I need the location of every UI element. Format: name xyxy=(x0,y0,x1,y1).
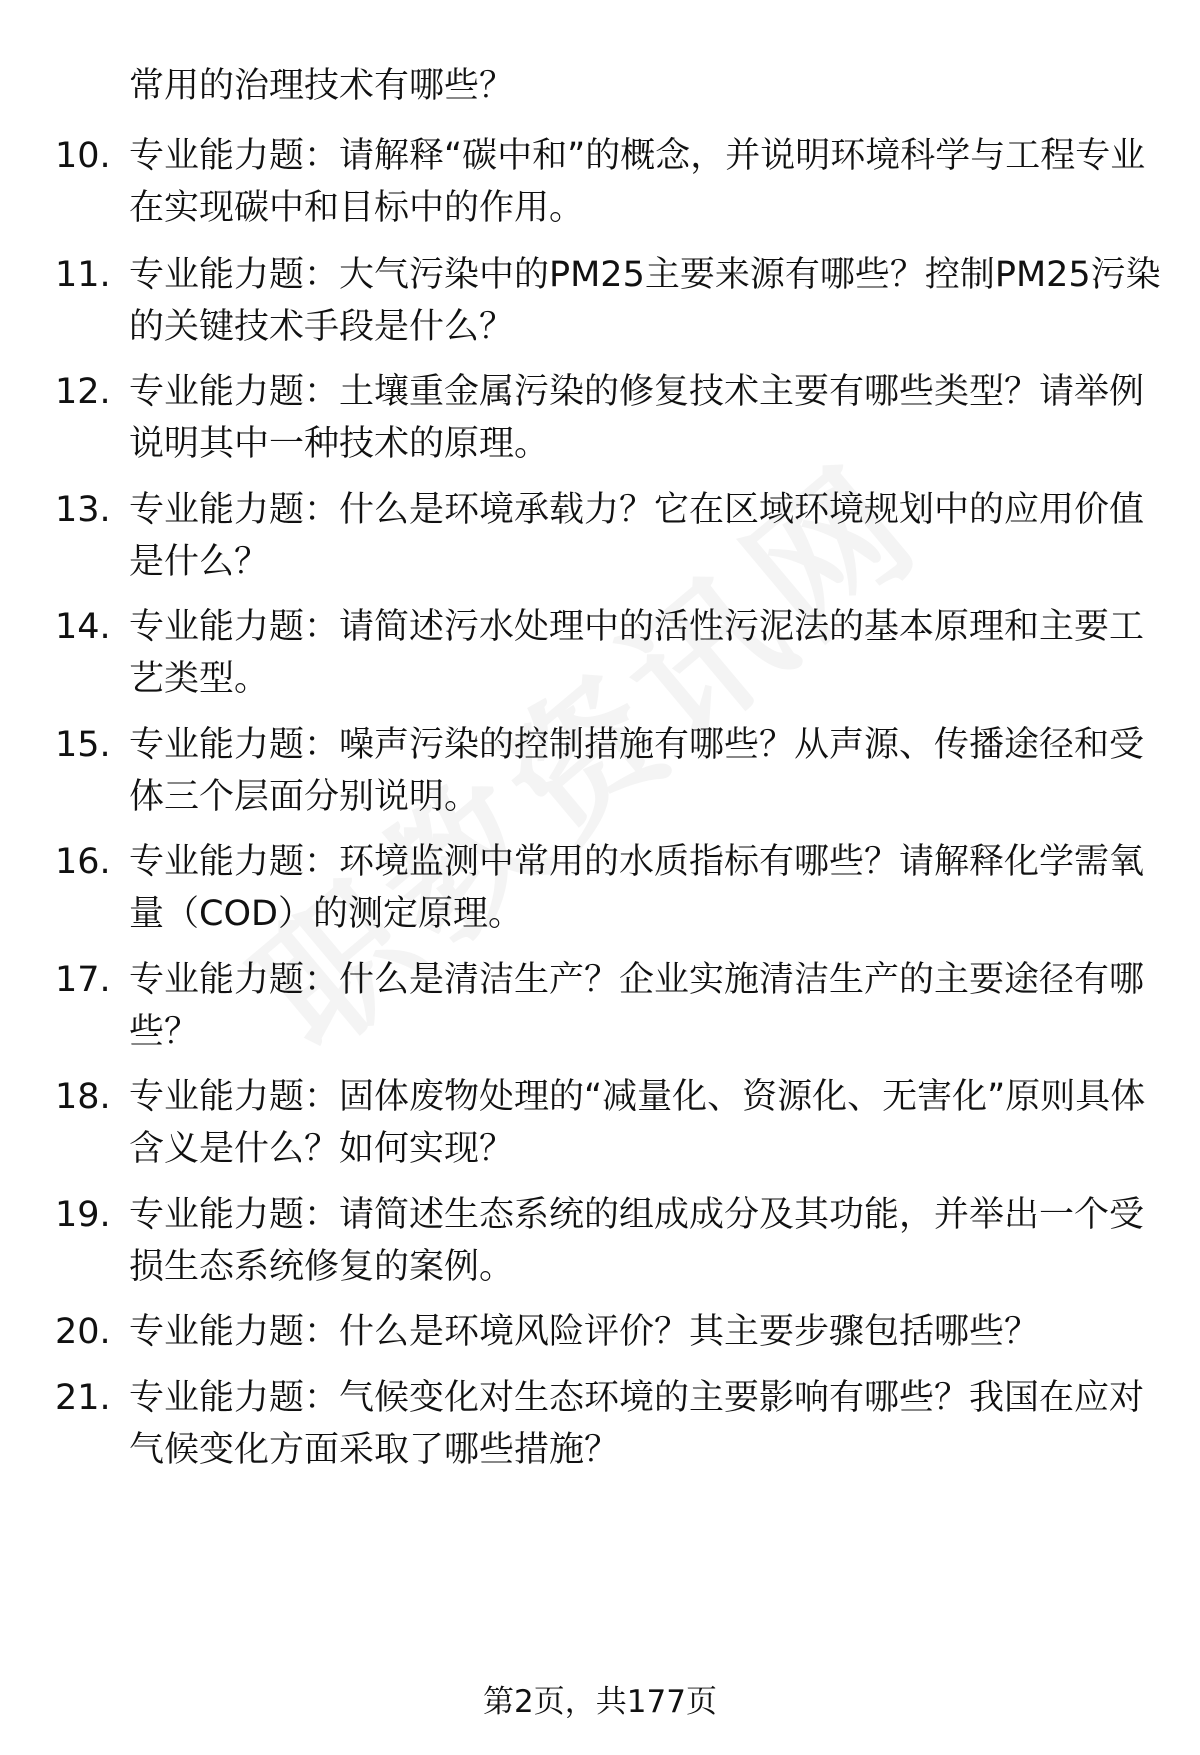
question-number: 15. xyxy=(55,725,111,765)
continuation-text: 常用的治理技术有哪些？ xyxy=(129,66,515,106)
question-item xyxy=(0,954,1200,1058)
question-number: 19. xyxy=(55,1195,111,1235)
question-number: 13. xyxy=(55,490,111,530)
question-item xyxy=(0,1372,1200,1476)
question-item xyxy=(0,1071,1200,1175)
question-text: 专业能力题：土壤重金属污染的修复技术主要有哪些类型？请举例说明其中一种技术的原理。 xyxy=(129,372,1145,464)
question-text: 专业能力题：固体废物处理的“减量化、资源化、无害化”原则具体含义是什么？如何实现？ xyxy=(129,1077,1146,1169)
question-item xyxy=(0,1306,1200,1358)
question-text: 专业能力题：请解释“碳中和”的概念，并说明环境科学与工程专业在实现碳中和目标中的作用。 xyxy=(129,136,1146,228)
page-footer: 第2页，共177页 xyxy=(483,1684,717,1720)
question-number: 12. xyxy=(55,372,111,412)
question-item xyxy=(0,601,1200,705)
question-number: 20. xyxy=(55,1312,111,1352)
question-item xyxy=(0,484,1200,588)
question-text: 专业能力题：什么是清洁生产？企业实施清洁生产的主要途径有哪些？ xyxy=(129,960,1145,1052)
question-number: 21. xyxy=(55,1378,111,1418)
question-item xyxy=(0,130,1200,234)
question-number: 18. xyxy=(55,1077,111,1117)
question-number: 11. xyxy=(55,255,111,295)
question-text: 专业能力题：噪声污染的控制措施有哪些？从声源、传播途径和受体三个层面分别说明。 xyxy=(129,725,1145,817)
question-number: 16. xyxy=(55,842,111,882)
question-number: 14. xyxy=(55,607,111,647)
question-item xyxy=(0,836,1200,940)
question-item xyxy=(0,1189,1200,1293)
question-text: 专业能力题：什么是环境承载力？它在区域环境规划中的应用价值是什么？ xyxy=(129,490,1145,582)
question-text: 专业能力题：气候变化对生态环境的主要影响有哪些？我国在应对气候变化方面采取了哪些措施？ xyxy=(129,1378,1145,1470)
question-item xyxy=(0,366,1200,470)
question-text: 专业能力题：环境监测中常用的水质指标有哪些？请解释化学需氧量（COD）的测定原理。 xyxy=(129,842,1145,934)
question-text: 专业能力题：请简述污水处理中的活性污泥法的基本原理和主要工艺类型。 xyxy=(129,607,1145,699)
question-number: 17. xyxy=(55,960,111,1000)
question-item xyxy=(0,719,1200,823)
question-number: 10. xyxy=(55,136,111,176)
question-text: 专业能力题：请简述生态系统的组成成分及其功能，并举出一个受损生态系统修复的案例。 xyxy=(129,1195,1145,1287)
question-item xyxy=(0,249,1200,353)
question-text: 专业能力题：大气污染中的PM25主要来源有哪些？控制PM25污染的关键技术手段是什么？ xyxy=(129,255,1161,347)
question-text: 专业能力题：什么是环境风险评价？其主要步骤包括哪些？ xyxy=(129,1312,1040,1352)
